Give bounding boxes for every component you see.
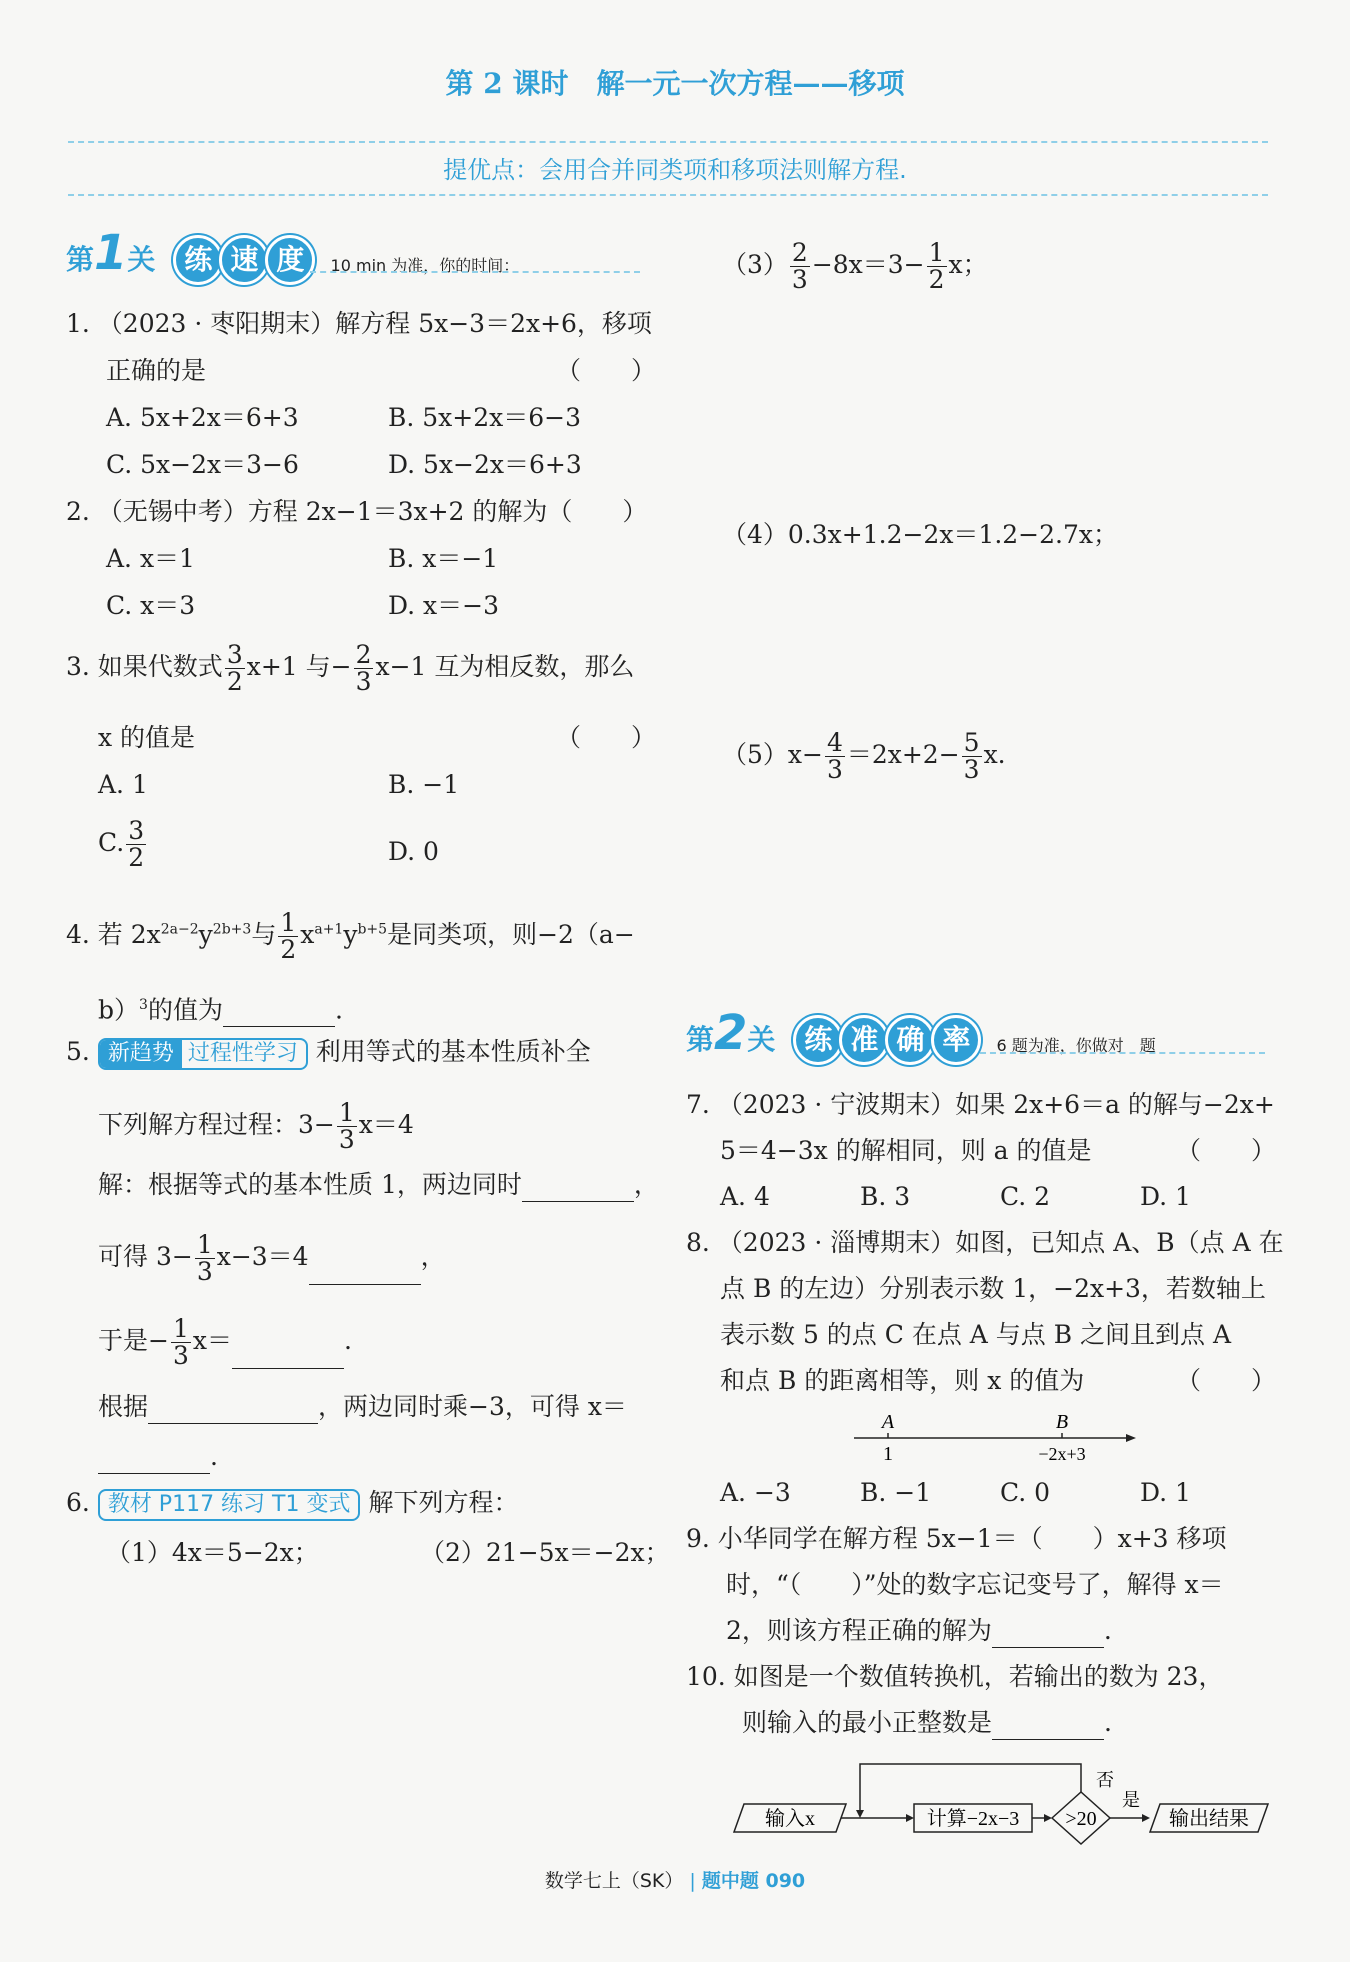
loop-back-line (860, 1764, 1081, 1810)
level-suffix: 关 (127, 243, 156, 276)
question-3-stem: x 的值是 (98, 723, 196, 752)
option-a: A. 4 (720, 1182, 770, 1211)
trend-tag: 新趋势 过程性学习 (98, 1038, 308, 1070)
option-c: C. x＝3 (106, 591, 196, 620)
level-char: 率 (931, 1015, 981, 1065)
option-d: D. x＝−3 (388, 591, 499, 620)
page-footer (0, 1866, 1350, 1893)
option-d: D. 5x−2x＝6+3 (388, 450, 582, 479)
level-prefix: 第 (66, 243, 95, 276)
level-char: 练 (173, 235, 223, 285)
option-a: A. 5x+2x＝6+3 (106, 403, 299, 432)
option-b: B. 5x+2x＝6−3 (388, 403, 581, 432)
answer-blank[interactable] (232, 1344, 344, 1369)
question-8-stem: 8. （2023 · 淄博期末）如图，已知点 A、B（点 A 在 (686, 1228, 1284, 1257)
question-5-line: 下列解方程过程：3− $\frac{1}{3}$ x＝4 (98, 1098, 414, 1154)
text: 3. 如果代数式 (66, 652, 223, 681)
option-a: A. −3 (720, 1478, 791, 1507)
question-4-stem: b）$^3$的值为 . (98, 988, 343, 1027)
question-9-stem: 9. 小华同学在解方程 5x−1＝（ ）x+3 移项 (686, 1524, 1227, 1553)
calc-label: 计算−2x−3 (926, 1808, 1020, 1830)
question-5-stem: 5. 新趋势 过程性学习 利用等式的基本性质补全 (66, 1035, 591, 1070)
answer-blank[interactable] (522, 1177, 634, 1202)
divider (68, 141, 1268, 143)
question-10-stem: 则输入的最小正整数是 . (742, 1706, 1112, 1740)
yes-label: 是 (1122, 1790, 1140, 1810)
option-b: B. −1 (388, 770, 460, 799)
answer-blank[interactable] (992, 1715, 1104, 1740)
divider (310, 271, 640, 273)
page-title: 第 2 课时 解一元一次方程——移项 (445, 67, 905, 100)
answer-paren: （ ） (1176, 1366, 1277, 1395)
question-4-stem: 4. 若 $2x^{2a-2}y^{2b+3}$与 $\frac{1}{2}$ $x^{a+1}y^{b+5}$是同类项，则−2（a− (66, 908, 635, 964)
question-9-stem: 时，“（ ）”处的数字忘记变号了，解得 x＝ (726, 1570, 1224, 1599)
option-a: A. x＝1 (106, 544, 195, 573)
answer-paren: （ ） (556, 356, 657, 385)
level-suffix: 关 (747, 1023, 776, 1056)
fraction: $\frac{3}{2}$ (226, 640, 243, 696)
option-c: C. 5x−2x＝3−6 (106, 450, 299, 479)
condition-label: >20 (1065, 1808, 1097, 1830)
option-c: C. 2 (1000, 1182, 1051, 1211)
option-d: D. 0 (388, 837, 439, 866)
question-8-stem: 表示数 5 的点 C 在点 A 与点 B 之间且到点 A (720, 1320, 1232, 1349)
number-line-figure (850, 1408, 1140, 1468)
question-5-line: 根据 ，两边同时乘−3，可得 x＝ (98, 1390, 627, 1424)
option-b: B. 3 (860, 1182, 911, 1211)
level-prefix: 第 (686, 1023, 715, 1056)
option-c: C. 0 (1000, 1478, 1051, 1507)
arrow-icon (1142, 1814, 1150, 1822)
equation-4: （4）0.3x+1.2−2x＝1.2−2.7x； (722, 520, 1118, 549)
answer-blank[interactable] (98, 1449, 210, 1474)
divider (68, 194, 1268, 196)
text: x+1 与− (246, 652, 352, 681)
question-6-stem: 6. 教材 P117 练习 T1 变式 解下列方程： (66, 1486, 518, 1521)
improvement-point: 提优点：会用合并同类项和移项法则解方程. (443, 156, 907, 184)
question-8-stem: 点 B 的左边）分别表示数 1，−2x+3，若数轴上 (720, 1274, 1266, 1303)
question-8-stem: 和点 B 的距离相等，则 x 的值为 (720, 1366, 1085, 1395)
arrow-icon (1126, 1434, 1136, 1442)
point-a-label: A (881, 1411, 895, 1433)
level-char: 练 (793, 1015, 843, 1065)
footer-book: 数学七上（SK） (544, 1870, 684, 1892)
score-note: 6 题为准，你做对 题 (996, 1036, 1156, 1055)
question-5-line: . (98, 1440, 218, 1474)
textbook-tag: 教材 P117 练习 T1 变式 (98, 1489, 361, 1521)
equation-1: （1）4x＝5−2x； (106, 1538, 319, 1567)
fraction: $\frac{2}{3}$ (355, 640, 372, 696)
footer-page: 题中题 090 (701, 1870, 806, 1892)
option-d: D. 1 (1140, 1478, 1191, 1507)
question-5-line: 解：根据等式的基本性质 1，两边同时 ， (98, 1168, 659, 1202)
level-number: 1 (94, 225, 128, 281)
divider (980, 1052, 1265, 1054)
level-char: 度 (265, 235, 315, 285)
question-5-line: 于是− $\frac{1}{3}$ x＝ . (98, 1314, 352, 1370)
option-a: A. 1 (98, 770, 148, 799)
answer-blank[interactable] (148, 1399, 318, 1424)
input-label: 输入x (765, 1808, 815, 1830)
question-5-line: 可得 3− $\frac{1}{3}$ x−3＝4 ， (98, 1230, 446, 1286)
question-7-stem: 7. （2023 · 宁波期末）如果 2x+6＝a 的解与−2x+ (686, 1090, 1275, 1119)
option-c: C. $\frac{3}{2}$ (98, 816, 145, 872)
answer-paren: （ ） (556, 723, 657, 752)
point-a-value: 1 (883, 1443, 893, 1465)
level-char: 准 (839, 1015, 889, 1065)
arrow-icon (856, 1810, 864, 1818)
arrow-icon (1044, 1814, 1052, 1822)
question-1-stem: 1. （2023 · 枣阳期末）解方程 5x−3＝2x+6，移项 (66, 309, 652, 338)
answer-blank[interactable] (992, 1623, 1104, 1648)
time-note: 10 min 为准，你的时间： (330, 256, 520, 275)
level-number: 2 (714, 1005, 748, 1061)
conversion-flowchart (730, 1756, 1280, 1856)
option-b: B. −1 (860, 1478, 932, 1507)
level-char: 确 (885, 1015, 935, 1065)
arrow-icon (906, 1814, 914, 1822)
point-b-label: B (1055, 1411, 1069, 1433)
point-b-value: −2x+3 (1038, 1444, 1086, 1464)
question-7-stem: 5＝4−3x 的解相同，则 a 的值是 (720, 1136, 1092, 1165)
question-3-stem (66, 642, 634, 695)
answer-blank[interactable] (309, 1260, 421, 1285)
equation-2: （2）21−5x＝−2x； (420, 1538, 670, 1567)
output-label: 输出结果 (1169, 1808, 1249, 1830)
equation-5: （5）x− $\frac{4}{3}$ ＝2x+2− $\frac{5}{3}$ x. (722, 728, 1006, 784)
text: x−1 互为相反数，那么 (375, 652, 635, 681)
answer-paren: （ ） (1176, 1136, 1277, 1165)
level-char: 速 (219, 235, 269, 285)
footer-sep: | (689, 1870, 696, 1892)
equation-3: （3） $\frac{2}{3}$ −8x＝3− $\frac{1}{2}$ x； (722, 238, 988, 294)
question-9-stem: 2，则该方程正确的解为 . (726, 1614, 1112, 1648)
answer-blank[interactable] (223, 1002, 335, 1027)
no-label: 否 (1096, 1770, 1114, 1790)
question-1-stem: 正确的是 (106, 356, 207, 385)
option-d: D. 1 (1140, 1182, 1191, 1211)
question-2-stem: 2. （无锡中考）方程 2x−1＝3x+2 的解为（ ） (66, 497, 648, 526)
option-b: B. x＝−1 (388, 544, 499, 573)
question-10-stem: 10. 如图是一个数值转换机，若输出的数为 23， (686, 1662, 1224, 1691)
